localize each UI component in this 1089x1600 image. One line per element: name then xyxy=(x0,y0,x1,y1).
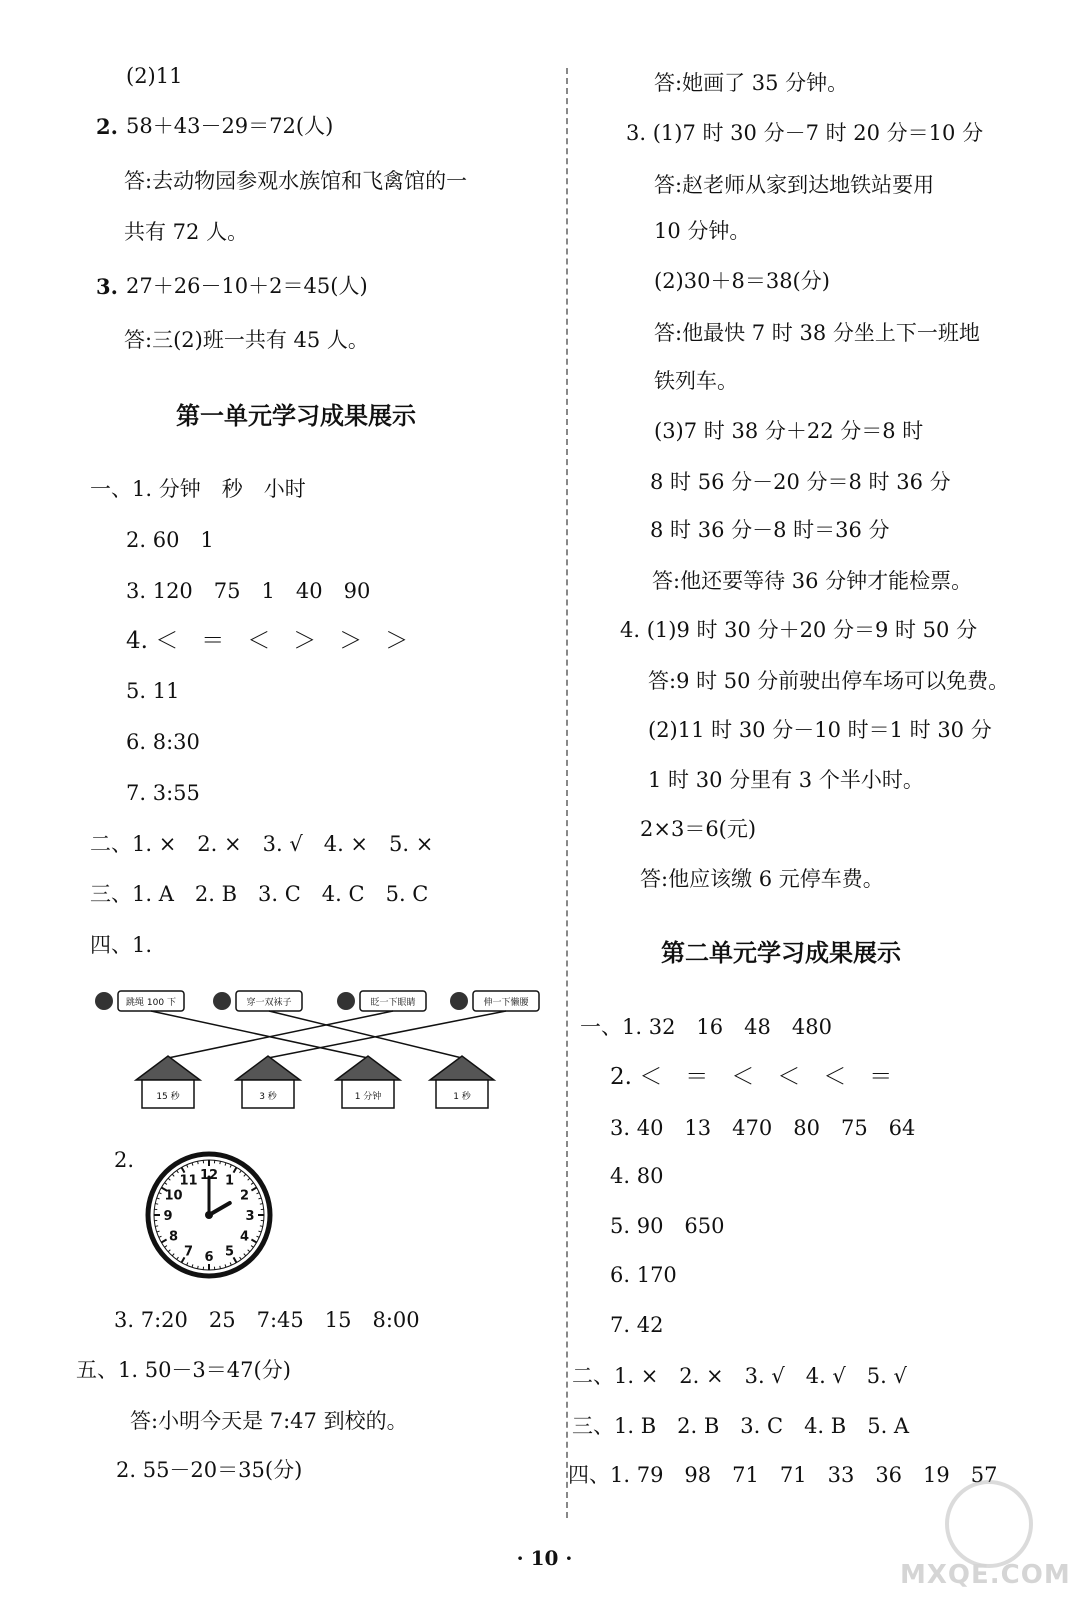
clock-figure xyxy=(144,1150,274,1280)
answer-line: 答:他应该缴 6 元停车费。 xyxy=(640,867,884,891)
answer-line: 6. 8:30 xyxy=(126,730,200,754)
answer-line: 4. 80 xyxy=(610,1164,664,1188)
clock-number: 7 xyxy=(183,1244,194,1260)
answer-line: 5. 11 xyxy=(126,679,180,703)
match-line xyxy=(269,1011,462,1058)
answer-line: 7. 42 xyxy=(610,1313,664,1337)
activity-label: 伸一下懒腰 xyxy=(483,998,529,1008)
answer-line: 一、1. 32 16 48 480 xyxy=(580,1015,832,1039)
section-title: 第二单元学习成果展示 xyxy=(661,939,901,967)
answer-line: 答:她画了 35 分钟。 xyxy=(654,71,849,95)
answer-line: 4. (1)9 时 30 分＋20 分＝9 时 50 分 xyxy=(620,618,978,642)
match-line xyxy=(151,1011,368,1058)
clock-tick xyxy=(155,1226,158,1227)
answer-line: (2)30＋8＝38(分) xyxy=(654,269,830,293)
activity-label: 跳绳 100 下 xyxy=(126,998,176,1008)
column-divider xyxy=(566,68,568,1518)
answer-line: 答:赵老师从家到达地铁站要用 xyxy=(654,173,935,197)
answer-line: 一、1. 分钟 秒 小时 xyxy=(90,477,306,501)
clock-number: 2 xyxy=(239,1188,250,1204)
answer-line: 四、1. xyxy=(90,933,153,957)
answer-line: 三、1. B 2. B 3. C 4. B 5. A xyxy=(572,1414,910,1438)
answer-line: 2. 55－20＝35(分) xyxy=(116,1458,303,1482)
answer-line: 三、1. A 2. B 3. C 4. C 5. C xyxy=(90,882,429,906)
answer-line: 2. 60 1 xyxy=(126,528,214,552)
answer-line: 答:小明今天是 7:47 到校的。 xyxy=(130,1409,408,1433)
answer-line: 8 时 36 分－8 时＝36 分 xyxy=(650,518,890,542)
answer-line: 3. 7:20 25 7:45 15 8:00 xyxy=(114,1308,420,1332)
answer-line: 五、1. 50－3＝47(分) xyxy=(76,1358,291,1382)
clock-tick xyxy=(260,1226,263,1227)
answer-line: 答:他最快 7 时 38 分坐上下一班地 xyxy=(654,321,980,345)
clock-number: 5 xyxy=(224,1244,235,1260)
answer-line: (3)7 时 38 分＋22 分＝8 时 xyxy=(654,419,924,443)
house-roof xyxy=(430,1056,494,1080)
clock-tick xyxy=(198,1161,199,1164)
house-label: 1 秒 xyxy=(453,1092,471,1102)
answer-line: 3. 40 13 470 80 75 64 xyxy=(610,1116,916,1140)
clock-number: 8 xyxy=(168,1229,179,1245)
house-roof xyxy=(236,1056,300,1080)
answer-line: 6. 170 xyxy=(610,1263,677,1287)
answer-line: 共有 72 人。 xyxy=(124,220,249,244)
clock-number: 9 xyxy=(163,1209,173,1224)
matching-figure xyxy=(90,978,550,1118)
child-figure-icon xyxy=(95,992,113,1010)
answer-line: 7. 3:55 xyxy=(126,781,200,805)
activity-label: 眨一下眼睛 xyxy=(370,998,416,1008)
clock-tick xyxy=(220,1161,221,1164)
item-number: 2. xyxy=(96,114,118,139)
house-label: 3 秒 xyxy=(259,1092,277,1102)
clock-number: 4 xyxy=(239,1229,250,1245)
answer-line: 3. (1)7 时 30 分－7 时 20 分＝10 分 xyxy=(626,121,984,145)
watermark-logo xyxy=(900,1480,1070,1590)
clock-number: 3 xyxy=(245,1209,255,1224)
clock-tick xyxy=(198,1266,199,1269)
answer-line: 27＋26－10＋2＝45(人) xyxy=(126,274,368,298)
answer-line: 二、1. × 2. × 3. √ 4. √ 5. √ xyxy=(572,1364,907,1388)
answer-line: 8 时 56 分－20 分＝8 时 36 分 xyxy=(650,470,951,494)
match-line xyxy=(168,1011,393,1058)
answer-line: (2)11 时 30 分－10 时＝1 时 30 分 xyxy=(648,718,992,742)
answer-line: 58＋43－29＝72(人) xyxy=(126,114,334,138)
clock-number: 1 xyxy=(224,1173,235,1189)
child-figure-icon xyxy=(450,992,468,1010)
answer-line: 3. 120 75 1 40 90 xyxy=(126,579,371,603)
answer-line: 2. xyxy=(114,1148,135,1172)
clock-number: 11 xyxy=(179,1173,198,1189)
answer-line: 答:去动物园参观水族馆和飞禽馆的一 xyxy=(124,169,468,193)
child-figure-icon xyxy=(213,992,231,1010)
clock-tick xyxy=(260,1204,263,1205)
match-line xyxy=(268,1011,506,1058)
answer-line: 1 时 30 分里有 3 个半小时。 xyxy=(648,768,924,792)
clock-number: 6 xyxy=(204,1250,214,1265)
house-label: 15 秒 xyxy=(156,1092,180,1102)
house-roof xyxy=(336,1056,400,1080)
section-title: 第一单元学习成果展示 xyxy=(176,402,416,430)
clock-tick xyxy=(155,1204,158,1205)
page-number: · 10 · xyxy=(516,1546,573,1570)
answer-line: 2×3＝6(元) xyxy=(640,817,757,841)
answer-line: 5. 90 650 xyxy=(610,1214,725,1238)
answer-line: 二、1. × 2. × 3. √ 4. × 5. × xyxy=(90,832,434,856)
house-roof xyxy=(136,1056,200,1080)
answer-line: 答:9 时 50 分前驶出停车场可以免费。 xyxy=(648,669,1010,693)
answer-line: 四、1. 79 98 71 71 33 36 19 57 xyxy=(568,1463,998,1487)
answer-line: 答:他还要等待 36 分钟才能检票。 xyxy=(652,569,973,593)
activity-label: 穿一双袜子 xyxy=(246,998,292,1008)
clock-tick xyxy=(220,1266,221,1269)
answer-line: 4. ＜ ＝ ＜ ＞ ＞ ＞ xyxy=(126,628,409,654)
item-number: 3. xyxy=(96,274,118,299)
house-label: 1 分钟 xyxy=(354,1092,382,1102)
answer-line: (2)11 xyxy=(126,64,183,88)
answer-line: 10 分钟。 xyxy=(654,219,751,243)
answer-line: 铁列车。 xyxy=(654,369,738,393)
clock-number: 12 xyxy=(199,1168,219,1183)
clock-number: 10 xyxy=(164,1188,183,1204)
watermark-text: MXQE.COM xyxy=(900,1560,1071,1590)
child-figure-icon xyxy=(337,992,355,1010)
answer-line: 答:三(2)班一共有 45 人。 xyxy=(124,328,369,352)
answer-line: 2. ＜ ＝ ＜ ＜ ＜ ＝ xyxy=(610,1064,893,1090)
clock-center xyxy=(205,1211,213,1219)
